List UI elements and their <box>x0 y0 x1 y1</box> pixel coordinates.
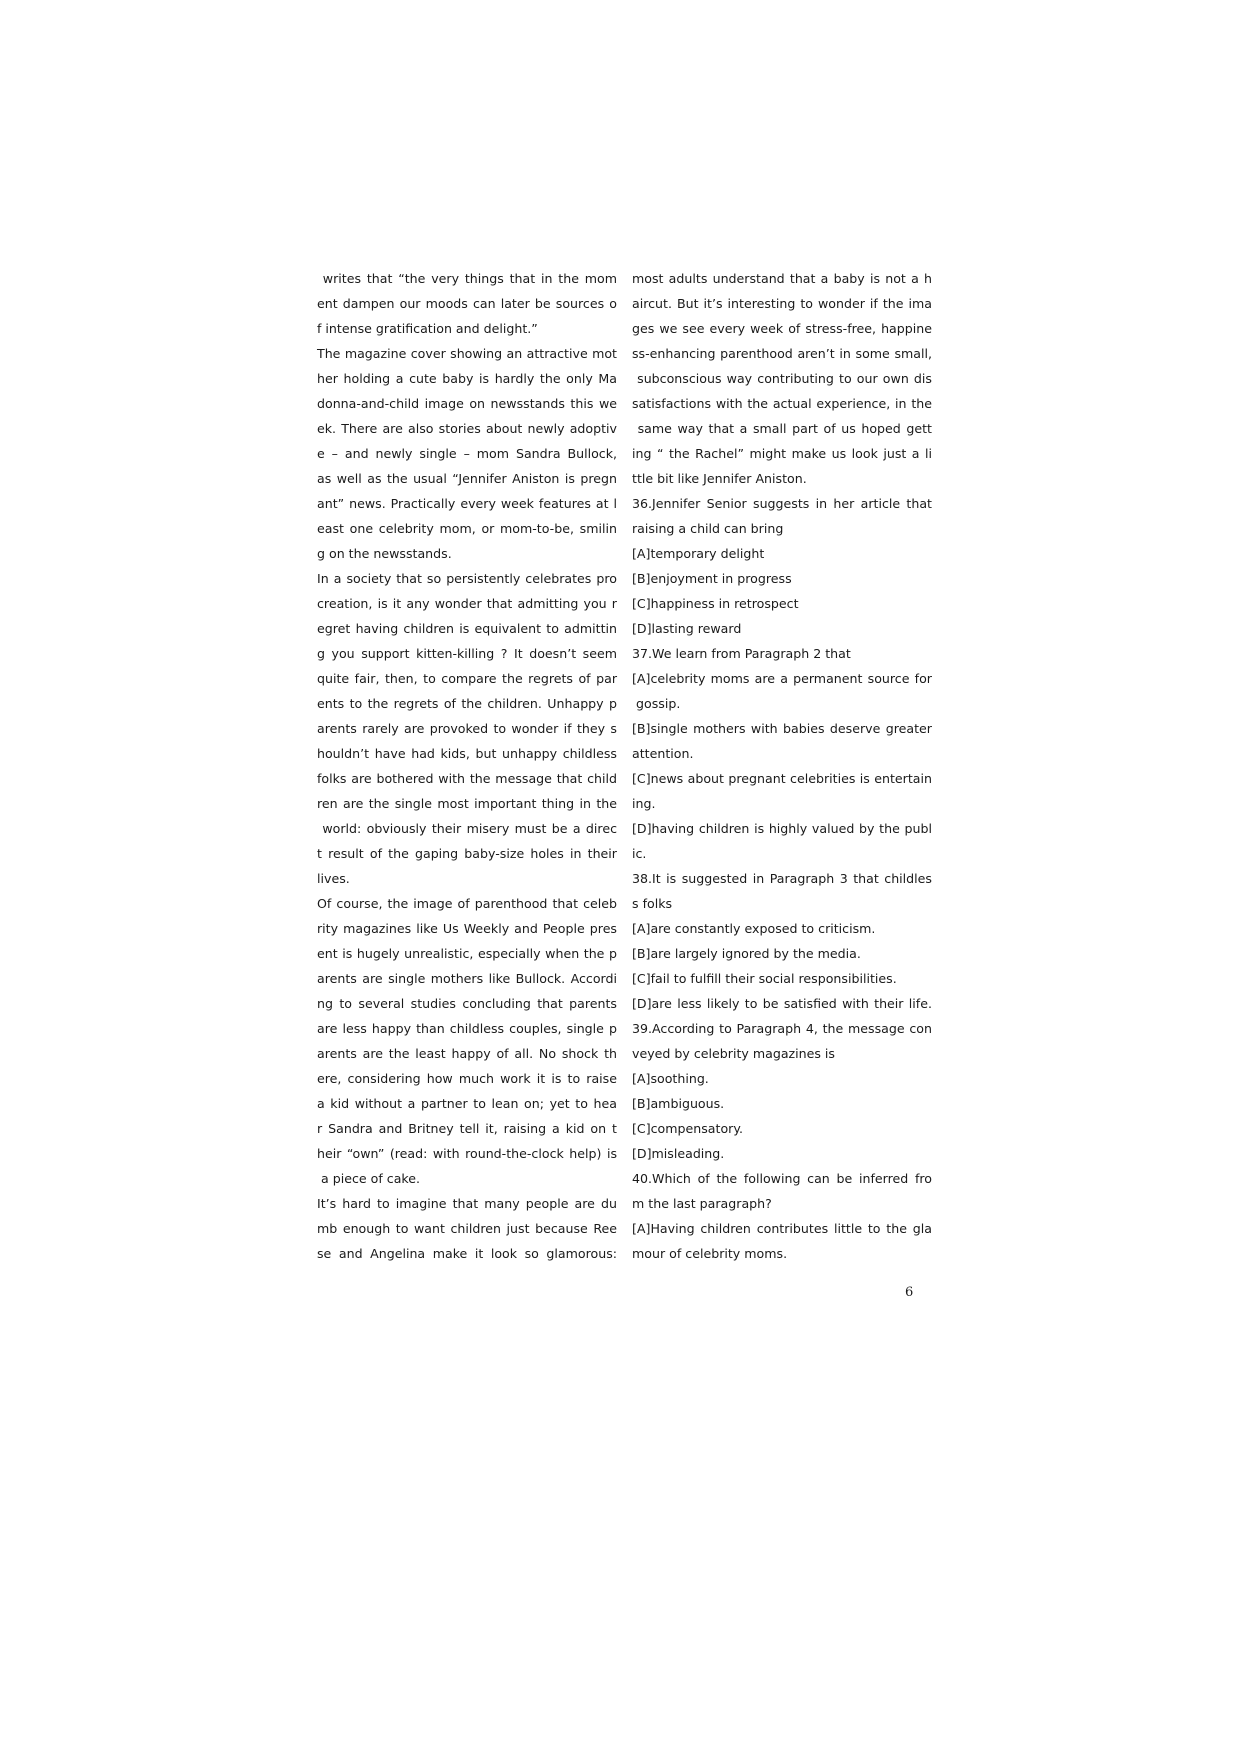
right-column-line: most adults understand that a baby is not a h <box>632 271 932 286</box>
right-column-line: veyed by celebrity magazines is <box>632 1046 835 1061</box>
left-column-line: heir “own” (read: with round-the-clock help) is <box>317 1146 617 1161</box>
left-column-line: world: obviously their misery must be a direc <box>317 821 617 836</box>
left-column-line: se and Angelina make it look so glamorous: <box>317 1246 617 1261</box>
right-column-line: [B]enjoyment in progress <box>632 571 792 586</box>
right-column-line: ic. <box>632 846 647 861</box>
right-column-line: 40.Which of the following can be inferred fro <box>632 1171 932 1186</box>
right-column-line: mour of celebrity moms. <box>632 1246 788 1261</box>
left-column-line: rity magazines like Us Weekly and People pres <box>317 921 617 936</box>
right-column-line: [C]news about pregnant celebrities is entertain <box>632 771 932 786</box>
left-column-line: egret having children is equivalent to admittin <box>317 621 617 636</box>
right-column-line: 38.It is suggested in Paragraph 3 that childles <box>632 871 932 886</box>
right-column-line: [A]celebrity moms are a permanent source for <box>632 671 932 686</box>
left-column-line: It’s hard to imagine that many people are du <box>317 1196 617 1211</box>
left-column-line: arents are single mothers like Bullock. Accordi <box>317 971 617 986</box>
right-column-line: [D]are less likely to be satisfied with their life. <box>632 996 932 1011</box>
left-column-line: ren are the single most important thing in the <box>317 796 617 811</box>
right-column-line: ing “ the Rachel” might make us look just a li <box>632 446 932 461</box>
left-column-line: g you support kitten-killing ? It doesn’t seem <box>317 646 617 661</box>
left-column-line: r Sandra and Britney tell it, raising a kid on t <box>317 1121 617 1136</box>
right-column-line: [C]compensatory. <box>632 1121 743 1136</box>
right-column-line: raising a child can bring <box>632 521 784 536</box>
left-column-line: ant” news. Practically every week features at l <box>317 496 617 511</box>
left-column-line: creation, is it any wonder that admitting you r <box>317 596 617 611</box>
right-column-line: [A]are constantly exposed to criticism. <box>632 921 876 936</box>
right-column-line: [C]happiness in retrospect <box>632 596 799 611</box>
left-column-line: arents rarely are provoked to wonder if they s <box>317 721 617 736</box>
right-column-line: 37.We learn from Paragraph 2 that <box>632 646 851 661</box>
left-column-line: a kid without a partner to lean on; yet to hea <box>317 1096 617 1111</box>
right-column-line: gossip. <box>632 696 681 711</box>
right-column-line: attention. <box>632 746 694 761</box>
right-column-line: [B]are largely ignored by the media. <box>632 946 861 961</box>
right-column-line: same way that a small part of us hoped gett <box>632 421 932 436</box>
left-column-line: her holding a cute baby is hardly the only Ma <box>317 371 617 386</box>
right-column-line: [B]single mothers with babies deserve greater <box>632 721 932 736</box>
left-column-line: t result of the gaping baby-size holes in their <box>317 846 617 861</box>
left-column-line: arents are the least happy of all. No shock th <box>317 1046 617 1061</box>
right-column-line: ing. <box>632 796 656 811</box>
right-column-line: [D]lasting reward <box>632 621 742 636</box>
left-column-line: a piece of cake. <box>317 1171 421 1186</box>
right-column-line: [B]ambiguous. <box>632 1096 725 1111</box>
left-column-line: ent dampen our moods can later be sources o <box>317 296 617 311</box>
left-column-line: ere, considering how much work it is to raise <box>317 1071 617 1086</box>
right-column-line: satisfactions with the actual experience, in the <box>632 396 932 411</box>
left-column-line: mb enough to want children just because Ree <box>317 1221 617 1236</box>
right-column-line: [A]Having children contributes little to the gla <box>632 1221 932 1236</box>
left-column-line: g on the newsstands. <box>317 546 452 561</box>
left-column-line: lives. <box>317 871 350 886</box>
left-column-line: donna-and-child image on newsstands this we <box>317 396 617 411</box>
left-column-line: e – and newly single – mom Sandra Bullock, <box>317 446 617 461</box>
left-column-line: east one celebrity mom, or mom-to-be, smilin <box>317 521 617 536</box>
right-column-line: 36.Jennifer Senior suggests in her article that <box>632 496 932 511</box>
left-column-line: Of course, the image of parenthood that celeb <box>317 896 617 911</box>
right-column-line: [D]misleading. <box>632 1146 725 1161</box>
left-column-line: writes that “the very things that in the mom <box>317 271 617 286</box>
right-column-line: ges we see every week of stress-free, happine <box>632 321 932 336</box>
right-column-line: subconscious way contributing to our own dis <box>632 371 932 386</box>
right-column-line: 39.According to Paragraph 4, the message con <box>632 1021 932 1036</box>
right-column-line: s folks <box>632 896 673 911</box>
left-column-line: folks are bothered with the message that child <box>317 771 617 786</box>
page-number: 6 <box>905 1285 914 1300</box>
right-column-line: m the last paragraph? <box>632 1196 772 1211</box>
left-column-line: ek. There are also stories about newly adoptiv <box>317 421 617 436</box>
left-text-column <box>317 266 617 1266</box>
right-column-line: ss-enhancing parenthood aren’t in some small, <box>632 346 932 361</box>
right-column-line: aircut. But it’s interesting to wonder if the ima <box>632 296 932 311</box>
left-column-line: as well as the usual “Jennifer Aniston is pregn <box>317 471 617 486</box>
left-column-line: The magazine cover showing an attractive mot <box>317 346 617 361</box>
left-column-line: are less happy than childless couples, single p <box>317 1021 617 1036</box>
right-column-line: [A]temporary delight <box>632 546 765 561</box>
left-column-line: f intense gratification and delight.” <box>317 321 538 336</box>
left-column-line: quite fair, then, to compare the regrets of par <box>317 671 617 686</box>
right-column-line: [A]soothing. <box>632 1071 709 1086</box>
left-column-line: In a society that so persistently celebrates pro <box>317 571 617 586</box>
right-column-line: ttle bit like Jennifer Aniston. <box>632 471 807 486</box>
left-column-line: ng to several studies concluding that parents <box>317 996 617 1011</box>
left-column-line: houldn’t have had kids, but unhappy childless <box>317 746 617 761</box>
right-column-line: [C]fail to fulfill their social responsibilities. <box>632 971 897 986</box>
right-text-column <box>632 266 932 1266</box>
left-column-line: ent is hugely unrealistic, especially when the p <box>317 946 617 961</box>
left-column-line: ents to the regrets of the children. Unhappy p <box>317 696 617 711</box>
right-column-line: [D]having children is highly valued by the publ <box>632 821 932 836</box>
